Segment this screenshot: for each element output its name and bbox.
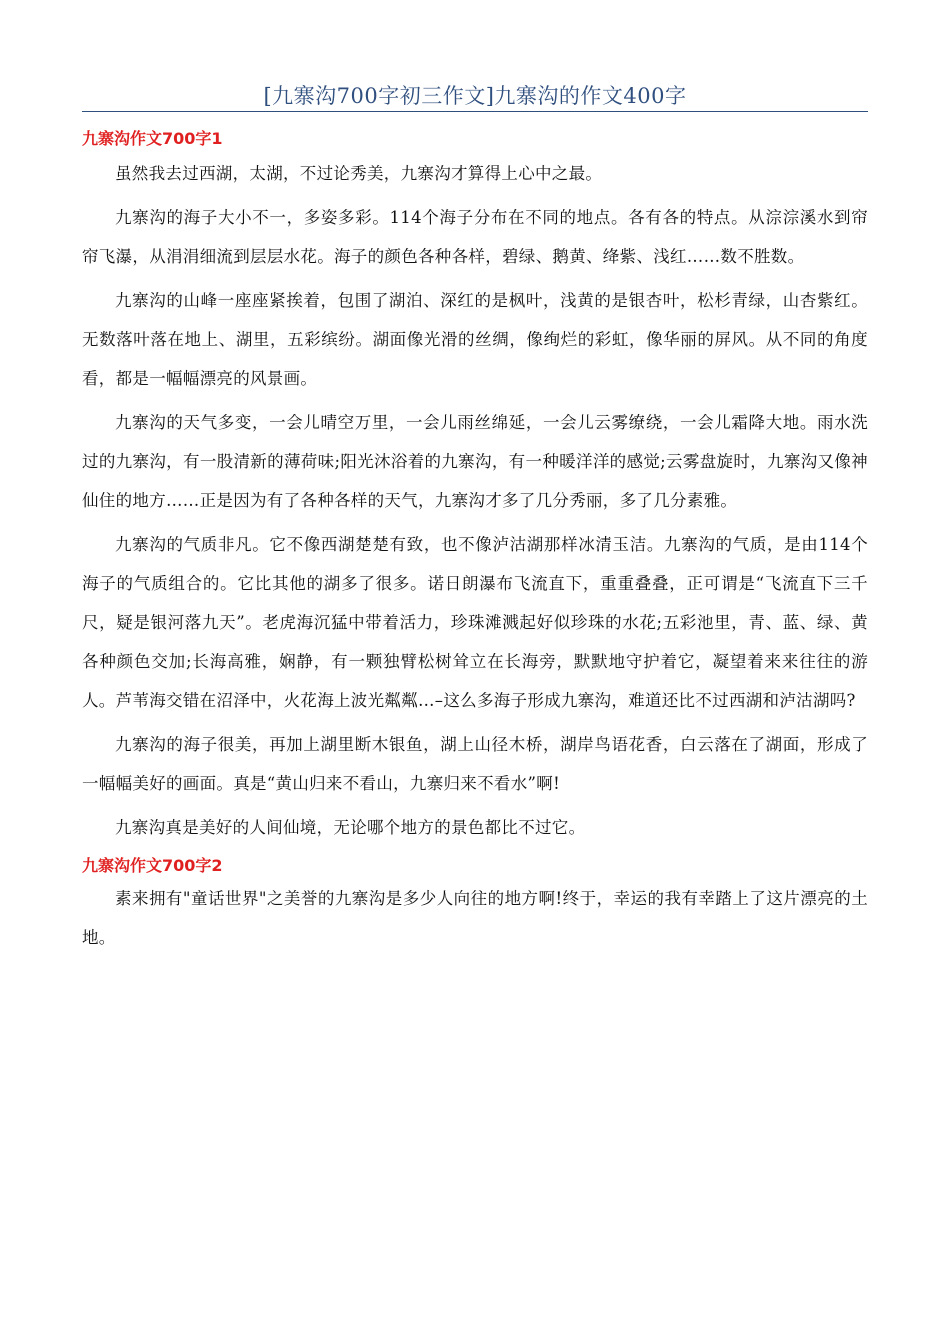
paragraph: 九寨沟真是美好的人间仙境，无论哪个地方的景色都比不过它。 (115, 818, 586, 837)
document-title: [九寨沟700字初三作文]九寨沟的作文400字 (263, 84, 687, 108)
document-page (82, 0, 868, 957)
paragraph: 素来拥有"童话世界"之美誉的九寨沟是多少人向往的地方啊!终于，幸运的我有幸踏上了这片漂亮的土地。 (82, 889, 868, 947)
title-underline (82, 111, 868, 112)
paragraph: 九寨沟的气质非凡。它不像西湖楚楚有致，也不像泸沽湖那样冰清玉洁。九寨沟的气质，是由114个海子的气质组合的。它比其他的湖多了很多。诺日朗瀑布飞流直下，重重叠叠，正可谓是“飞流直下三千尺，疑是银河落九天”。老虎海沉猛中带着活力，珍珠滩溅起好似珍珠的水花;五彩池里，青、蓝、绿、黄各种颜色交加;长海高雅，娴静，有一颗独臂松树耸立在长海旁，默默地守护着它，凝望着来来往往的游人。芦苇海交错在沼泽中，火花海上波光粼粼…–这么多海子形成九寨沟，难道还比不过西湖和泸沽湖吗? (82, 535, 868, 710)
paragraph: 九寨沟的天气多变，一会儿晴空万里，一会儿雨丝绵延，一会儿云雾缭绕，一会儿霜降大地。雨水洗过的九寨沟，有一股清新的薄荷味;阳光沐浴着的九寨沟，有一种暖洋洋的感觉;云雾盘旋时，九寨沟又像神仙住的地方……正是因为有了各种各样的天气，九寨沟才多了几分秀丽，多了几分素雅。 (82, 413, 868, 510)
section-heading-2: 九寨沟作文700字2 (82, 856, 223, 875)
section-heading-1: 九寨沟作文700字1 (82, 129, 223, 148)
paragraph: 九寨沟的海子大小不一，多姿多彩。114个海子分布在不同的地点。各有各的特点。从淙淙溪水到帘帘飞瀑，从涓涓细流到层层水花。海子的颜色各种各样，碧绿、鹅黄、绛紫、浅红……数不胜数。 (82, 208, 868, 266)
paragraph: 虽然我去过西湖，太湖，不过论秀美，九寨沟才算得上心中之最。 (115, 164, 603, 183)
paragraph: 九寨沟的海子很美，再加上湖里断木银鱼，湖上山径木桥，湖岸鸟语花香，白云落在了湖面，形成了一幅幅美好的画面。真是“黄山归来不看山，九寨归来不看水”啊! (82, 735, 868, 793)
paragraph: 九寨沟的山峰一座座紧挨着，包围了湖泊、深红的是枫叶，浅黄的是银杏叶，松杉青绿，山杏紫红。无数落叶落在地上、湖里，五彩缤纷。湖面像光滑的丝绸，像绚烂的彩虹，像华丽的屏风。从不同的角度看，都是一幅幅漂亮的风景画。 (82, 291, 868, 388)
